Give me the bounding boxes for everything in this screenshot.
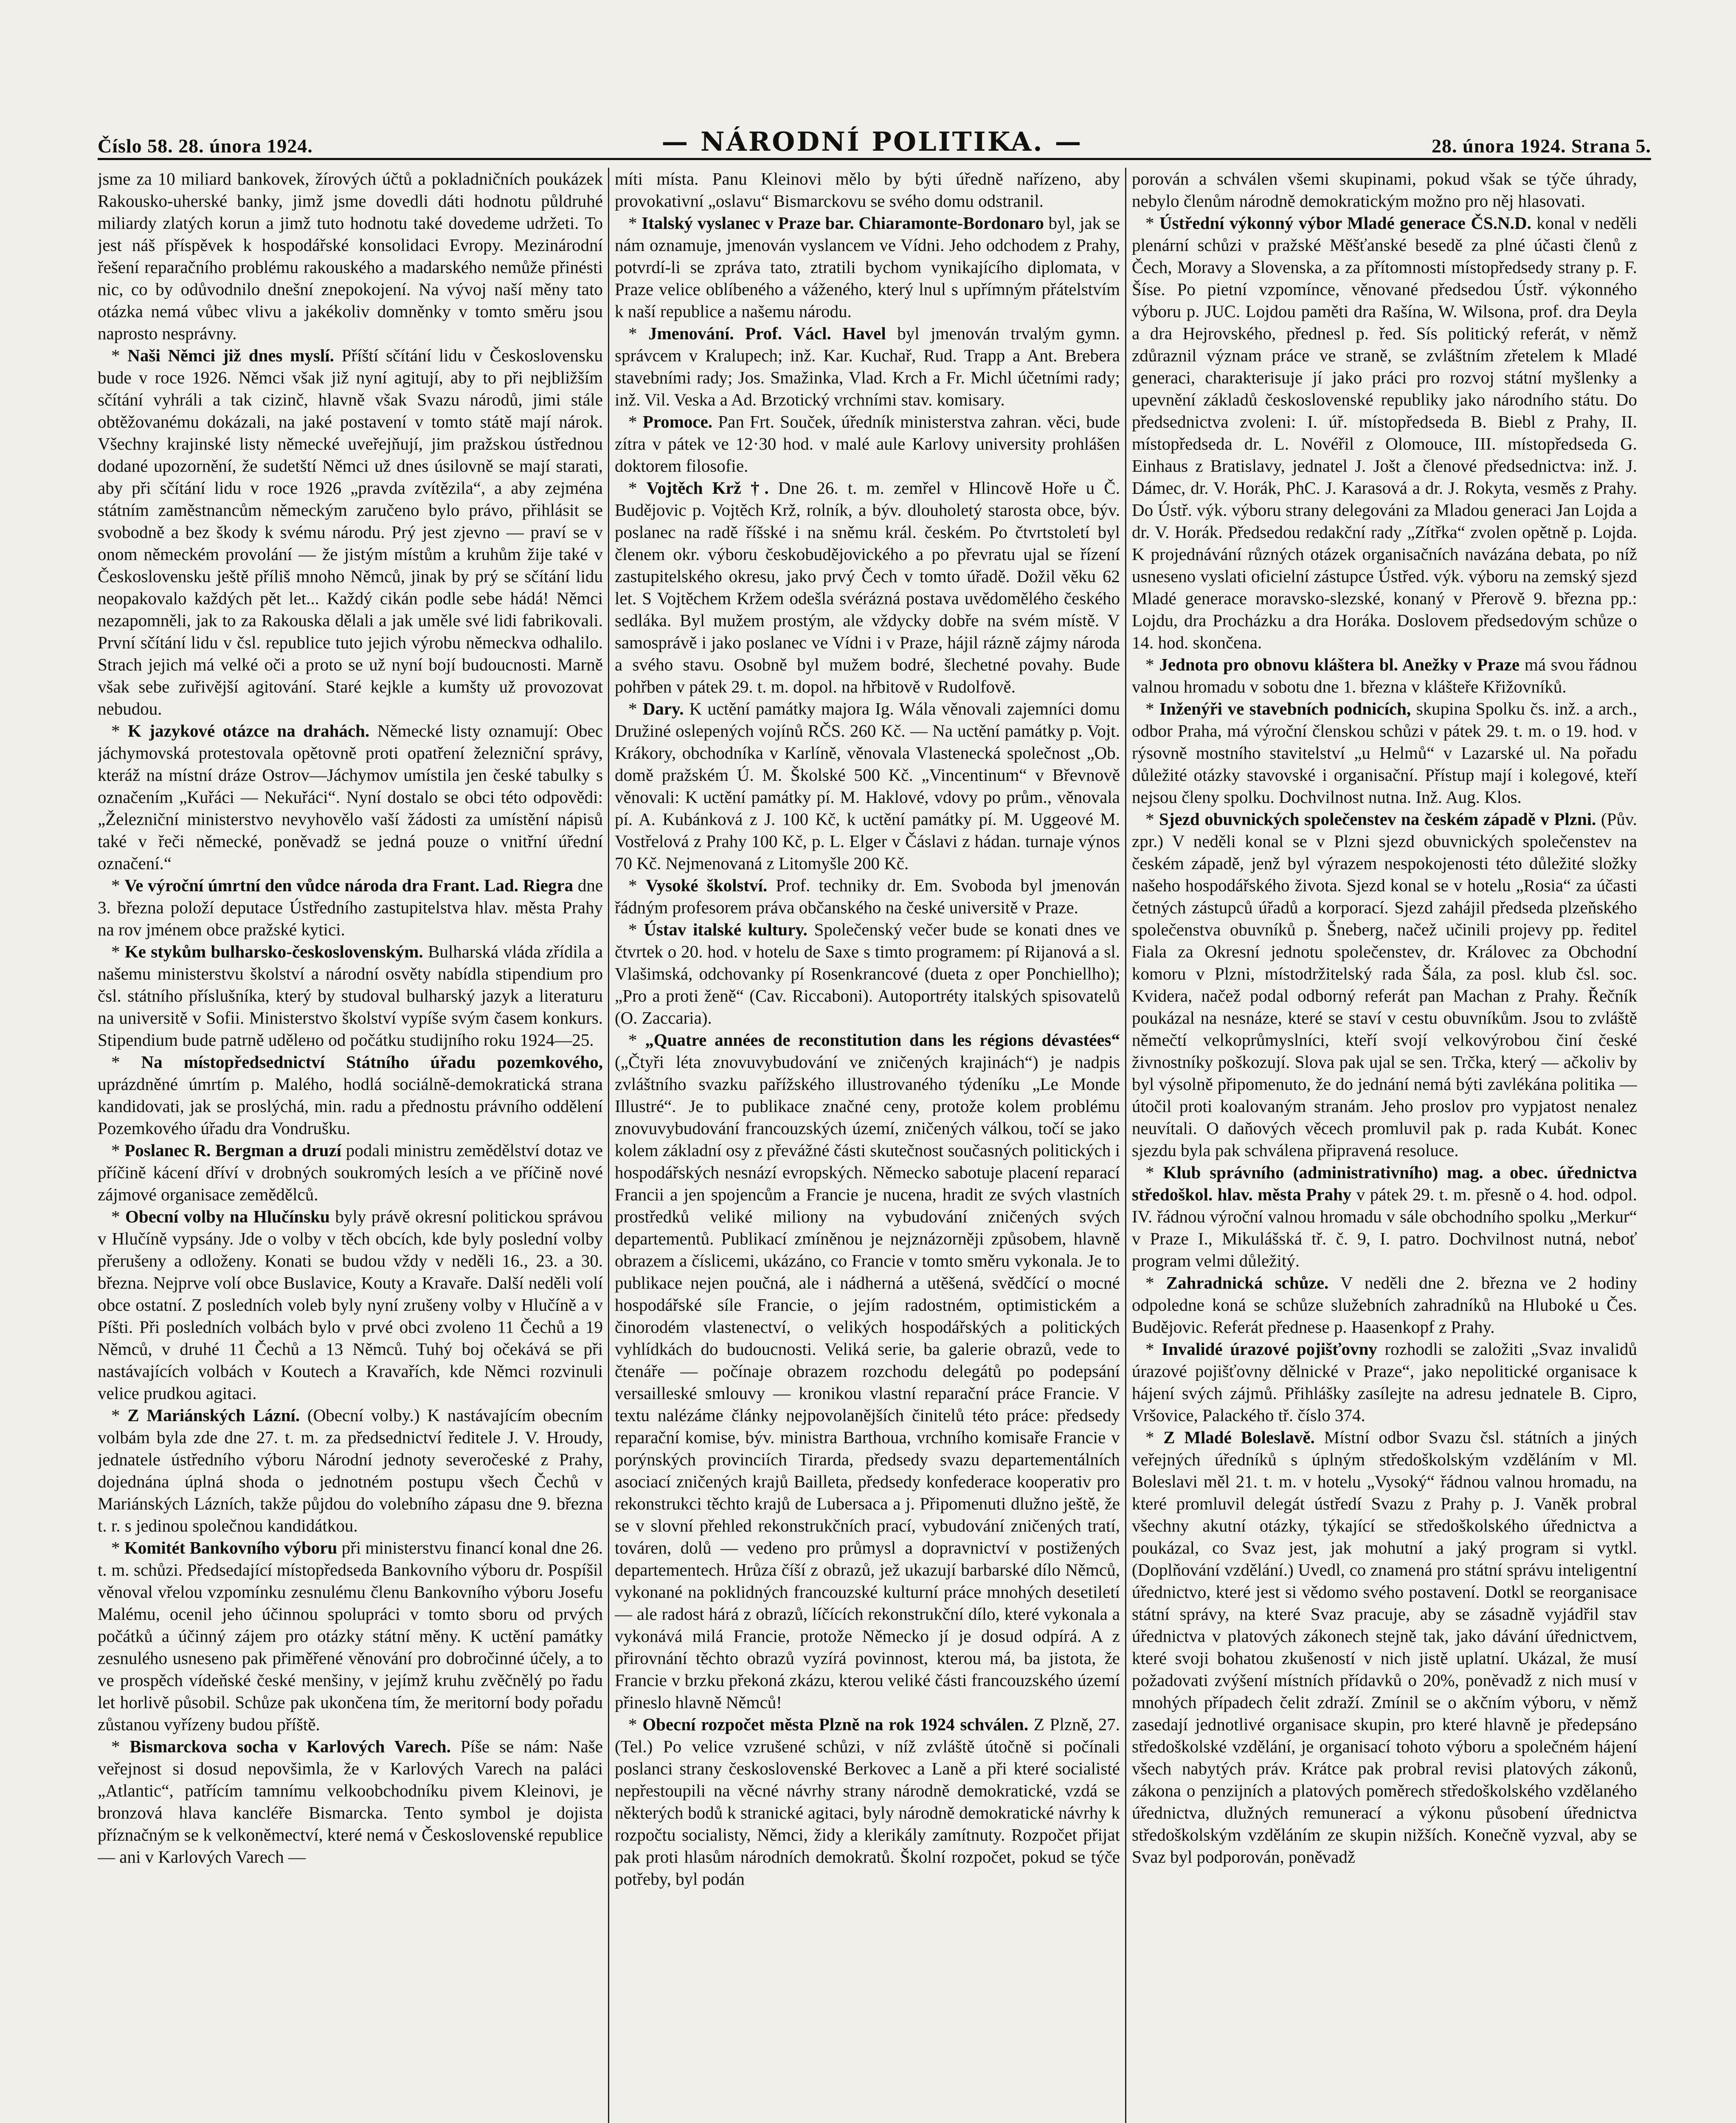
article-heading: Dary. — [642, 699, 684, 718]
article-paragraph: * Ke stykům bulharsko-československým. Bulharská vláda zřídila a našemu ministerstvu školství a národní osvěty nabídla stipendium pro čsl. státního příslušníka, který by studoval bulharský jazyk a literaturu na universitě v Sofii. Ministerstvo školství vypíše svým časem konkurs. Stipendium bude patrně udělено od počátku studijního roku 1924—25. — [98, 942, 603, 1050]
article-paragraph: * Sjezd obuvnických společenstev na českém západě v Plzni. (Pův. zpr.) V neděli konal se v Plzni sjezd obuvnických společenstev na českém západě, jenž byl výrazem nespokojenosti této důležité složky našeho hospodářského života. Sjezd konal se v hotelu „Rosia“ za účasti četných zástupců úřadů a korporací. Sjezd zahájil předseda plzeňského společenstva obuvníků p. Šneberg, načež učinili projevy pp. ředitel Fiala za Okresní jednotu společenstev, dr. Královec za Obchodní komoru v Plzni, místodržitelský rada Šála, za posl. klub čsl. soc. Kvidera, načež podal odborný referát pan Machan z Prahy. Řečník poukázal na nesnáze, které se staví v cestu obuvníkům. Jsou to zvláště němečtí velkoprůmyslníci, kteří svojí velkovýrobou činí české živnostníky poškozují. Slova pak ujal se sen. Trčka, který — ačkoliv by byl výsolně připomenuto, že do jednání nemá býti zavlékána politika — útočil proti koalovaným stranám. Jeho proslov pro vypjatost nenalez neuvítali. O daňových věcech promluvil pak p. rada Kubát. Konec sjezdu byla pak schválena připravená resoluce. — [1132, 809, 1637, 1160]
article-text: Pan Frt. Souček, úředník ministerstva zahran. věci, bude zítra v pátek ve 12·30 hod. v malé aule Karlovy university prohlášen doktorem filosofie. — [615, 412, 1120, 476]
article-text: Místní odbor Svazu čsl. státních a jiných veřejných úředníků s úplným středoškolským vzděláním v Ml. Boleslavi měl 21. t. m. v hotelu „Vysoký“ řádnou valnou hromadu, na které promluvil delegát ústředí Svazu z Prahy p. J. Vaněk probral všechny akutní otázky, týkající se středoškolského úřednictva a poukázal, co Svaz jest, jak mohutní a jaký program si vytkl. (Doplňování vzdělání.) Uvedl, co znamená pro státní správu inteligentní úřednictvo, které jest si vědomo svého postavení. Dotkl se reorganisace státní správy, na které Svaz pracuje, aby se zásadně vyjádřil stav úřednictva v platových zákonech stejně tak, jako dávání úřednictvem, které svoji bohatou zkušeností v nich jistě uplatní. Ukázal, že musí požadovati zvýšení místních přídavků o 20%, poněvadž z nich musí v mnohých případech čelit zdraží. Zmínil se o akčním výboru, v němž zasedají jednotlivé organisace skupin, pro které hlavně je předepsáno středoškolské vzdělání, je organisací tohoto výboru a společném hájení všech nabytých práv. Krátce pak probral revisi platových zákonů, zákona o penzijních a platových poměrech středoškolského vzdělaného úřednictva, dlužných remunerací a výkonu působení úřednictva středoškolským vzděláním ze skupin nižších. Konečně vyzval, aby se Svaz byl podporován, poněvadž — [1132, 1428, 1637, 1867]
date-page: 28. února 1924. Strana 5. — [1432, 135, 1651, 157]
article-paragraph: * Jednota pro obnovu kláštera bl. Anežky v Praze má svou řádnou valnou hromadu v sobotu dne 1. března v klášteře Křižovníků. — [1132, 655, 1637, 696]
article-paragraph: * Z Mariánských Lázní. (Obecní volby.) K nastávajícím obecním volbám byla zde dne 27. t. m. za předsednictví ředitele J. V. Hroudy, jednatele ústředního výboru Národní jednoty severočeské z Prahy, dojednána úplná shoda o jednotném postupu všech Čechů v Mariánských Lázních, takže půjdou do volebního zápasu dne 9. března t. r. s jedinou společnou kandidátkou. — [98, 1405, 603, 1535]
article-heading: Z Mariánských Lázní. — [127, 1405, 300, 1425]
article-heading: Na místopředsednictví Státního úřadu pozemkového, — [141, 1052, 603, 1072]
article-paragraph — [1132, 168, 1637, 212]
article-paragraph: * Komitét Bankovního výboru při ministerstvu financí konal dne 26. t. m. schůzi. Předsedající místopředseda Bankovního výboru dr. Pospíšil věnoval vřelou vzpomínku zesnulému členu Bankovního výboru Josefu Malému, ocenil jeho účinnou spolupráci v tomto sboru od prvých počátků a účinný zájem pro otázky státní měny. K uctění památky zesnulého usneseno pak přiměřené věnování pro dobročinné účely, a to ve prospěch vídeňské české menšiny, v jejímž kruhu zvěčnělý po řadu let horlivě působil. Schůze pak ukončena tím, že meritorní body pořadu zůstanou vyřízeny budou příště. — [98, 1538, 603, 1734]
article-paragraph: * Klub správního (administrativního) mag. a obec. úřednictva středoškol. hlav. města Prahy v pátek 29. t. m. přesně o 4. hod. odpol. IV. řádnou výroční valnou hromadu v sále obchodního spolku „Merkur“ v Praze I., Mikulášská tř. č. 9, I. patro. Dochvilnost nutná, neboť program velmi důležitý. — [1132, 1163, 1637, 1270]
article-heading: K jazykové otázce na drahách. — [127, 721, 370, 741]
article-heading: Jmenování. Prof. Václ. Havel — [648, 324, 886, 343]
article-paragraph: * Z Mladé Boleslavě. Místní odbor Svazu čsl. státních a jiných veřejných úředníků s úplným středoškolským vzděláním v Ml. Boleslavi měl 21. t. m. v hotelu „Vysoký“ řádnou valnou hromadu, na které promluvil delegát ústředí Svazu z Prahy p. J. Vaněk probral všechny akutní otázky, týkající se středoškolského úřednictva a poukázal, co Svaz jest, jak mohutní a jaký program si vytkl. (Doplňování vzdělání.) Uvedl, co znamená pro státní správu inteligentní úřednictvo, které jest si vědomo svého postavení. Dotkl se reorganisace státní správy, na které Svaz pracuje, aby se zásadně vyjádřil stav úřednictva v platových zákonech stejně tak, jako dávání úřednictvem, které svoji bohatou zkušeností v nich jistě uplatní. Ukázal, že musí požadovati zvýšení místních přídavků o 20%, poněvadž z nich musí v mnohých případech čelit zdraží. Zmínil se o akčním výboru, v němž zasedají jednotlivé organisace skupin, pro které hlavně je předepsáno středoškolské vzdělání, je organisací tohoto výboru a společném hájení všech nabytých práv. Krátce pak probral revisi platových zákonů, zákona o penzijních a platových poměrech středoškolského vzdělaného úřednictva, dlužných remunerací a výkonu působení úřednictva středoškolským vzděláním ze skupin nižších. Konečně vyzval, aby se Svaz byl podporován, poněvadž — [1132, 1428, 1637, 1867]
article-text: Prof. techniky dr. Em. Svoboda byl jmenován řádným profesorem práva občanského na české universitě v Praze. — [615, 876, 1120, 917]
article-heading: Naši Němci již dnes myslí. — [127, 346, 334, 365]
article-paragraph: * Ústav italské kultury. Společenský večer bude se konati dnes ve čtvrtek o 20. hod. v hotelu de Saxe s timto programem: pí Rijanová a sl. Vlašimská, odchovanky pí Rosenkrancové (dueta z oper Ponchiellho); „Pro a proti ženě“ (Cav. Riccaboni). Autoportréty italských spisovatelů (O. Zaccaria). — [615, 920, 1120, 1028]
article-text: (Obecní volby.) K nastávajícím obecním volbám byla zde dne 27. t. m. za předsednictví ředitele J. V. Hroudy, jednatele ústředního výboru Národní jednoty severočeské z Prahy, dojednána úplná shoda o jednotném postupu všech Čechů v Mariánských Lázních, takže půjdou do volebního zápasu dne 9. března t. r. s jedinou společnou kandidátkou. — [98, 1405, 603, 1535]
article-paragraph: * Vysoké školství. Prof. techniky dr. Em. Svoboda byl jmenován řádným profesorem práva občanského na české universitě v Praze. — [615, 876, 1120, 917]
article-paragraph: * Vojtěch Krž †. Dne 26. t. m. zemřel v Hlincově Hoře u Č. Budějovic p. Vojtěch Krž, rolník, a býv. dlouholetý starosta obce, býv. poslanec na radě říšské i na sněmu král. českém. Po čtvrtstoletí byl členem okr. výboru českobudějovického a po převratu ujal se řízení zastupitelského okresu, jako prvý Čech v tomto úřadě. Dožil věku 62 let. S Vojtěchem Kržem odešla svérázná postava uvědomělého českého sedláka. Byl mužem prostým, ale vždycky dobře na svém místě. V samosprávě i jako poslanec ve Vídni i v Praze, hájil rázně zájmy národa a svého stavu. Osobně byl mužem bodré, šlechetné povahy. Bude pohřben v pátek 29. t. m. dopol. na hřbitově v Rudolfově. — [615, 478, 1120, 696]
article-text: Dne 26. t. m. zemřel v Hlincově Hoře u Č. Budějovic p. Vojtěch Krž, rolník, a býv. dlouholetý starosta obce, býv. poslanec na radě říšské i na sněmu král. českém. Po čtvrtstoletí byl členem okr. výboru českobudějovického a po převratu ujal se řízení zastupitelského okresu, jako prvý Čech v tomto úřadě. Dožil věku 62 let. S Vojtěchem Kržem odešla svérázná postava uvědomělého českého sedláka. Byl mužem prostým, ale vždycky dobře na svém místě. V samosprávě i jako poslanec ve Vídni i v Praze, hájil rázně zájmy národa a svého stavu. Osobně byl mužem bodré, šlechetné povahy. Bude pohřben v pátek 29. t. m. dopol. na hřbitově v Rudolfově. — [615, 478, 1120, 696]
masthead — [98, 123, 1651, 157]
article-paragraph: * Inženýři ve stavebních podnicích, skupina Spolku čs. inž. a arch., odbor Praha, má výroční členskou schůzi v pátek 29. t. m. o 19. hod. v rýsovně mostního stavitelství „u Helmů“ v Lazarské ul. Na pořadu důležité otázky stavovské i organisační. Přístup mají i kolegové, kteří nejsou členy spolku. Dochvilnost nutna. Inž. Aug. Klos. — [1132, 699, 1637, 807]
article-paragraph: * Ústřední výkonný výbor Mladé generace ČS.N.D. konal v neděli plenární schůzi v pražské Měšťanské besedě za plné účasti členů z Čech, Moravy a Slovenska, a za přítomnosti místopředsedy strany p. F. Šíse. Po pietní vzpomínce, věnované předsedou Ústř. výkonného výboru p. JUC. Lojdou paměti dra Rašína, W. Wilsona, prof. dra Deyla a dra Hejrovského, přednesl p. řed. Sís politický referát, v němž zdůraznil význam práce ve straně, se zvláštním zřetelem k Mladé generaci, charakterisuje jí jako práci pro rozvoj státní myšlenky a upevnění základů československé republiky jako národního státu. Do předsednictva zvoleni: I. úř. místopředseda B. Biebl z Prahy, II. místopředseda dr. L. Novéřil z Olomouce, III. místopředseda G. Einhaus z Bratislavy, jednatel J. Jošt a členové předsednictva: inž. J. Dámec, dr. V. Horák, PhC. J. Karasová a dr. J. Rokyta, vesměs z Prahy. Do Ústř. výk. výboru strany delegováni za Mladou generaci Jan Lojda a dr. V. Horák. Předsedou redakční rady „Zítřka“ zvolen opětně p. Lojda. K projednávání různých otázek organisačních navázána debata, po níž usneseno vyslati oficielní zástupce Ústřed. výk. výboru na zemský sjezd Mladé generace moravsko-slezské, konaný v Přerově 9. března pp.: Lojdu, dra Procházku a dra Horáka. Doslovem předsedovým schůze o 14. hod. skončena. — [1132, 213, 1637, 652]
article-paragraph: * Italský vyslanec v Praze bar. Chiaramonte-Bordonaro byl, jak se nám oznamuje, jmenován vyslancem ve Vídni. Jeho odchodem z Prahy, potvrdí-li se zpráva tato, ztratili bychom vynikajícího diplomata, v Praze velice oblíbeného a váženého, který lnul s upřímným přátelstvím k naší republice a našemu národu. — [615, 213, 1120, 321]
article-heading: Vojtěch Krž †. — [646, 478, 769, 498]
article-heading: Poslanec R. Bergman a druzí — [124, 1140, 342, 1160]
article-text: v pátek 29. t. m. přesně o 4. hod. odpol. IV. řádnou výroční valnou hromadu v sále obchodního spolku „Merkur“ v Praze I., Mikulášská tř. č. 9, I. patro. Dochvilnost nutná, neboť program velmi důležitý. — [1132, 1185, 1637, 1270]
article-heading: Obecní rozpočet města Plzně na rok 1924 schválen. — [642, 1715, 1029, 1734]
article-heading: Z Mladé Boleslavě. — [1163, 1428, 1315, 1447]
article-heading: Promoce. — [642, 412, 713, 431]
article-heading: Ústav italské kultury. — [644, 920, 808, 939]
article-text: Píše se nám: Naše veřejnost si dosud nepovšimla, že v Karlových Varech na paláci „Atlantic“, patřícím tamnímu velkoobchodníku pivem Kleinovi, je bronzová hlava kancléře Bismarcka. Tento symbol je dojista příznačným se k velkoněmectví, které nemá v Československé republice — ani v Karlových Varech — — [98, 1737, 603, 1867]
article-text: Příští sčítání lidu v Československu bude v roce 1926. Němci však již nyní agitují, aby to při nejbližším sčítání vyhráli a tak cizinč, hlavně však Svazu národů, jimi stále obtěžovanému dokázali, na jaké postavení v tomto státě mají nárok. Všechny krajinské listy německé uveřejňují, jim pražskou ústřednou dodané upozornění, že sudetští Němci už dnes úsilovně se mají starati, aby při sčítání lidu v roce 1926 „pravda zvítězila“, a aby zejména státním zaměstnancům německým zaručeno bylo právo, přihlásit se svobodně a bez škody k svému národu. Prý jest zjevno — praví se v onom německém provolání — že jistým místům a kruhům žije také v Československu ještě příliš mnoho Němců, jinak by prý se sčítání lidu neopakovalo každých pět let... Každý cikán podle sebe hádá! Němci nezapomněli, jak to za Rakouska dělali a jak uměle své lidi fabrikovali. První sčítání lidu v čsl. republice tuto jejich výrobu německva odhalilo. Strach jejich má velké oči a proto se už nyní bojí budoucnosti. Marně však sebe zuřivější agitování. Staré kejkle a kumšty už provozovat nebudou. — [98, 346, 603, 718]
article-heading: Sjezd obuvnických společenstev na českém západě v Plzni. — [1159, 809, 1596, 829]
article-paragraph: * „Quatre années de reconstitution dans les régions dévastées“ („Čtyři léta znovuvybudování ve zničených krajinách“) je nadpis zvláštního svazku pařížského illustrovaného týdeníku „Le Monde Illustré“. Je to publikace značné ceny, protože kolem problému znovuvybudování francouzských území, zničených válkou, točí se jako kolem základní osy z převážné části skutečnost současných politických i hospodářských nesnází evropských. Německo sabotuje placení reparací Francii a jen spojencům a Francie je nucena, hradit ze svých vlastních prostředků veliké miliony na vybudování zničených svých departementů. Publikací zmíněnou je nejznázorněji způsobem, hlavně obrazem a číslicemi, ukázáno, co Francie v tomto směru vykonala. Je to publikace nejen poučná, ale i nádherná a utěšená, svědčící o mocné hospodářské síle Francie, o jejím radostném, optimistickém a činorodém vlastenectví, o velikých hospodářských a politických vyhlídkách do budoucnosti. Veliká serie, ba galerie obrazů, vede to čtenáře — počínaje obrazem rozchodu delegátů po podepsání versailleské smlouvy — kronikou vlastní reparační práce Francie. V textu nalézáme články nejpovolanějších činitelů této práce: předsedy reparační komise, býv. ministra Barthoua, vrchního komisaře Francie v porýnských provinciích Tirarda, předsedy svazu departementálních asociací zničených krajů Bailleta, předsedy konfederace kooperativ pro rekonstrukci těchto krajů de Lubersaca a j. Připomenuti dlužno ještě, že se v slovní přehled rekonstrukčních prací, vybudování zničených tratí, továren, dolů — vedeno pro průmysl a dopravnictví v postižených departementech. Hrůza číší z obrazů, jež ukazují barbarské dílo Němců, vykonané na poklidných francouzské kulturní práce mnohých desetiletí — ale radost hárá z obrazů, líčících rekonstrukční dílo, které vykonala a vykonává milá Francie, protože Německo jí je dosud odpírá. A z přirovnání těchto obrazů vyzírá povinnost, kterou má, ba jistota, že Francie v brzku překoná zkázu, kterou veliké části francouzského území přineslo hlavně Němců! — [615, 1030, 1120, 1712]
article-text: („Čtyři léta znovuvybudování ve zničených krajinách“) je nadpis zvláštního svazku pařížského illustrovaného týdeníku „Le Monde Illustré“. Je to publikace značné ceny, protože kolem problému znovuvybudování francouzských území, zničených válkou, točí se jako kolem základní osy z převážné části skutečnost současných politických i hospodářských nesnází evropských. Německo sabotuje placení reparací Francii a jen spojencům a Francie je nucena, hradit ze svých vlastních prostředků veliké miliony na vybudování zničených svých departementů. Publikací zmíněnou je nejznázorněji způsobem, hlavně obrazem a číslicemi, ukázáno, co Francie v tomto směru vykonala. Je to publikace nejen poučná, ale i nádherná a utěšená, svědčící o mocné hospodářské síle Francie, o jejím radostném, optimistickém a činorodém vlastenectví, o velikých hospodářských a politických vyhlídkách do budoucnosti. Veliká serie, ba galerie obrazů, vede to čtenáře — počínaje obrazem rozchodu delegátů po podepsání versailleské smlouvy — kronikou vlastní reparační práce Francie. V textu nalézáme články nejpovolanějších činitelů této práce: předsedy reparační komise, býv. ministra Barthoua, vrchního komisaře Francie v porýnských provinciích Tirarda, předsedy svazu departementálních asociací zničených krajů Bailleta, předsedy konfederace kooperativ pro rekonstrukci těchto krajů de Lubersaca a j. Připomenuti dlužno ještě, že se v slovní přehled rekonstrukčních prací, vybudování zničených tratí, továren, dolů — vedeno pro průmysl a dopravnictví v postižených departementech. Hrůza číší z obrazů, jež ukazují barbarské dílo Němců, vykonané na poklidných francouzské kulturní práce mnohých desetiletí — ale radost hárá z obrazů, líčících rekonstrukční dílo, které vykonala a vykonává milá Francie, protože Německo jí je dosud odpírá. A z přirovnání těchto obrazů vyzírá povinnost, kterou má, ba jistota, že Francie v brzku překoná zkázu, kterou veliké části francouzského území přineslo hlavně Němců! — [615, 1052, 1120, 1712]
article-text: Z Plzně, 27. (Tel.) Po velice vzrušené schůzi, v níž zvláště útočně si počínali poslanci strany československé Berkovec a Laně a při které socialisté nepřestoupili na věcné návrhy strany národně demokratické, vzdá se některých bodů k stranické agitaci, byly národně demokratické návrhy k rozpočtu socialisty, Němci, židy a klerikály zamítnuty. Rozpočet přijat pak proti hlasům národních demokratů. Školní rozpočet, pokud se týče potřeby, byl podán — [615, 1715, 1120, 1889]
article-text: K uctění památky majora Ig. Wála věnovali zajemníci domu Družiné oslepených vojínů RČS. 260 Kč. — Na uctění památky p. Vojt. Krákory, obchodníka v Karlíně, věnovala Vlastenecká společnost „Ob. domě pražském Ú. M. Školské 500 Kč. „Vincentinum“ v Břevnově věnovali: K uctění památky pí. M. Haklové, vdovy po prům., věnovala pí. A. Kubánková z J. 100 Kč, k uctění památky pí. M. Uggeové M. Vostřelová z Prahy 100 Kč, p. L. Elger v Čáslavi z hádan. turnaje výnos 70 Kč. Nejmenovaná z Litomyšle 200 Kč. — [615, 699, 1120, 873]
article-heading: Inženýři ve stavebních podnicích, — [1159, 699, 1411, 718]
article-paragraph — [615, 168, 1120, 212]
column-3 — [1132, 168, 1637, 2123]
article-text: Bulharská vláda zřídila a našemu ministerstvu školství a národní osvěty nabídla stipendium pro čsl. státního příslušníka, který by studoval bulharský jazyk a literaturu na universitě v Sofii. Ministerstvo školství vypíše svým časem konkurs. Stipendium bude patrně udělено od počátku studijního roku 1924—25. — [98, 942, 603, 1050]
header-rule — [98, 158, 1651, 160]
article-paragraph: * Dary. K uctění památky majora Ig. Wála věnovali zajemníci domu Družiné oslepených vojínů RČS. 260 Kč. — Na uctění památky p. Vojt. Krákory, obchodníka v Karlíně, věnovala Vlastenecká společnost „Ob. domě pražském Ú. M. Školské 500 Kč. „Vincentinum“ v Břevnově věnovali: K uctění památky pí. M. Haklové, vdovy po prům., věnovala pí. A. Kubánková z J. 100 Kč, k uctění památky pí. M. Uggeové M. Vostřelová z Prahy 100 Kč, p. L. Elger v Čáslavi z hádan. turnaje výnos 70 Kč. Nejmenovaná z Litomyšle 200 Kč. — [615, 699, 1120, 873]
column-2 — [615, 168, 1120, 2123]
article-paragraph: * Ve výroční úmrtní den vůdce národa dra Frant. Lad. Riegra dne 3. března položí deputace Ústředního zastupitelstva hlav. města Prahy na rov jménem obce pražské kytici. — [98, 876, 603, 939]
article-heading: Ke stykům bulharsko-československým. — [124, 942, 423, 961]
article-heading: Klub správního (administrativního) mag. a obec. úřednictva středoškol. hlav. města Prahy — [1132, 1163, 1637, 1204]
article-text: míti místa. Panu Kleinovi mělo by býti úředně nařízeno, aby provokativní „oslavu“ Bismarckovu se svého domu odstranil. — [615, 169, 1120, 211]
article-paragraph: * Na místopředsednictví Státního úřadu pozemkového, uprázdněné úmrtím p. Malého, hodlá sociálně-demokratická strana kandidovati, jak se proslýchá, min. radu a přednostu právního oddělení Pozemkového úřadu dra Vondrušku. — [98, 1052, 603, 1138]
article-text: dne 3. března položí deputace Ústředního zastupitelstva hlav. města Prahy na rov jménem obce pražské kytici. — [98, 876, 603, 939]
article-text: rozhodli se založiti „Svaz invalidů úrazové pojišťovny dělnické v Praze“, jako nepolitické organisace k hájení svých zájmů. Přihlášky zasílejte na adresu jednatele B. Cipro, Vršovice, Palackého tř. číslo 374. — [1132, 1339, 1637, 1425]
article-paragraph: * Naši Němci již dnes myslí. Příští sčítání lidu v Československu bude v roce 1926. Němci však již nyní agitují, aby to při nejbližším sčítání vyhráli a tak cizinč, hlavně však Svazu národů, jimi stále obtěžovanému dokázali, na jaké postavení v tomto státě mají nárok. Všechny krajinské listy německé uveřejňují, jim pražskou ústřednou dodané upozornění, že sudetští Němci už dnes úsilovně se mají starati, aby při sčítání lidu v roce 1926 „pravda zvítězila“, a aby zejména státním zaměstnancům německým zaručeno bylo právo, přihlásit se svobodně a bez škody k svému národu. Prý jest zjevno — praví se v onom německém provolání — že jistým místům a kruhům žije také v Československu ještě příliš mnoho Němců, jinak by prý se sčítání lidu neopakovalo každých pět let... Každý cikán podle sebe hádá! Němci nezapomněli, jak to za Rakouska dělali a jak uměle své lidi fabrikovali. První sčítání lidu v čsl. republice tuto jejich výrobu německva odhalilo. Strach jejich má velké oči a proto se už nyní bojí budoucnosti. Marně však sebe zuřivější agitování. Staré kejkle a kumšty už provozovat nebudou. — [98, 346, 603, 718]
article-text: při ministerstvu financí konal dne 26. t. m. schůzi. Předsedající místopředseda Bankovního výboru dr. Pospíšil věnoval vřelou vzpomínku zesnulému členu Bankovního výboru Josefu Malému, ocenil jeho účinnou spolupráci v tomto sboru od prvých počátků a účinný zájem pro otázky státní měny. K uctění památky zesnulého usneseno pak přiměřené věnování pro dobročinné účely, a to ve prospěch vídeňské české menšiny, v jejímž kruhu zvěčnělý po řadu let horlivě působil. Schůze pak ukončena tím, že meritorní body pořadu zůstanou vyřízeny budou příště. — [98, 1538, 603, 1734]
article-heading: Ústřední výkonný výbor Mladé generace ČS.N.D. — [1159, 213, 1531, 233]
issue-number: Číslo 58. 28. února 1924. — [98, 135, 313, 157]
article-heading: Jednota pro obnovu kláštera bl. Anežky v Praze — [1159, 655, 1520, 674]
article-heading: Vysoké školství. — [645, 876, 768, 895]
article-heading: Ve výroční úmrtní den vůdce národa dra Frant. Lad. Riegra — [124, 876, 574, 895]
article-text: porován a schválen všemi skupinami, pokud však se týče úhrady, nebylo členům národně demokratickým možno pro něj hlasovati. — [1132, 169, 1637, 211]
article-paragraph: * Jmenování. Prof. Václ. Havel byl jmenován trvalým gymn. správcem v Kralupech; inž. Kar. Kuchař, Rud. Trapp a Ant. Brebera stavebními rady; Jos. Smažinka, Vlad. Krch a Fr. Michl účetními rady; inž. Vil. Veska a Ad. Brzotický vrchními stav. komisary. — [615, 324, 1120, 409]
article-text: Německé listy oznamují: Obec jáchymovská protestovala opětovně proti opatření železniční správy, kteráž na místní dráze Ostrov—Jáchymov umístila jen české tabulky s označením „Kuřáci — Nekuřáci“. Nyní dostalo se obci této odpovědi: „Železniční ministerstvo nevyhovělo vaší žádosti za umístění nápisů také v řeči německé, poněvadž se jedná pouze o vnitřní úřední označení.“ — [98, 721, 603, 873]
article-text: uprázdněné úmrtím p. Malého, hodlá sociálně-demokratická strana kandidovati, jak se proslýchá, min. radu a přednostu právního oddělení Pozemkového úřadu dra Vondrušku. — [98, 1074, 603, 1138]
column-divider — [608, 168, 609, 2123]
article-text: konal v neděli plenární schůzi v pražské Měšťanské besedě za plné účasti členů z Čech, Moravy a Slovenska, a za přítomnosti místopředsedy strany p. F. Šíse. Po pietní vzpomínce, věnované předsedou Ústř. výkonného výboru p. JUC. Lojdou paměti dra Rašína, W. Wilsona, prof. dra Deyla a dra Hejrovského, přednesl p. řed. Sís politický referát, v němž zdůraznil význam práce ve straně, se zvláštním zřetelem k Mladé generaci, charakterisuje jí jako práci pro rozvoj státní myšlenky a upevnění základů československé republiky jako národního státu. Do předsednictva zvoleni: I. úř. místopředseda B. Biebl z Prahy, II. místopředseda dr. L. Novéřil z Olomouce, III. místopředseda G. Einhaus z Bratislavy, jednatel J. Jošt a členové předsednictva: inž. J. Dámec, dr. V. Horák, PhC. J. Karasová a dr. J. Rokyta, vesměs z Prahy. Do Ústř. výk. výboru strany delegováni za Mladou generaci Jan Lojda a dr. V. Horák. Předsedou redakční rady „Zítřka“ zvolen opětně p. Lojda. K projednávání různých otázek organisačních navázána debata, po níž usneseno vyslati oficielní zástupce Ústřed. výk. výboru na zemský sjezd Mladé generace moravsko-slezské, konaný v Přerově 9. března pp.: Lojdu, dra Procházku a dra Horáka. Doslovem předsedovým schůze o 14. hod. skončena. — [1132, 213, 1637, 652]
article-paragraph: * Poslanec R. Bergman a druzí podali ministru zemědělství dotaz ve příčině kácení dříví v drobných soukromých lesích a ve příčině nové zájmové organisace zemědělců. — [98, 1140, 603, 1204]
article-paragraph: * Obecní rozpočet města Plzně na rok 1924 schválen. Z Plzně, 27. (Tel.) Po velice vzrušené schůzi, v níž zvláště útočně si počínali poslanci strany československé Berkovec a Laně a při které socialisté nepřestoupili na věcné návrhy strany národně demokratické, vzdá se některých bodů k stranické agitaci, byly národně demokratické návrhy k rozpočtu socialisty, Němci, židy a klerikály zamítnuty. Rozpočet přijat pak proti hlasům národních demokratů. Školní rozpočet, pokud se týče potřeby, byl podán — [615, 1715, 1120, 1889]
article-heading: Bismarckova socha v Karlových Varech. — [129, 1737, 451, 1756]
article-heading: Obecní volby na Hlučínsku — [125, 1207, 330, 1226]
newspaper-title: — NÁRODNÍ POLITIKA. — — [661, 126, 1083, 157]
article-heading: „Quatre années de reconstitution dans les régions dévastées“ — [645, 1030, 1120, 1050]
article-text: jsme za 10 miliard bankovek, žírových účtů a pokladničních poukázek Rakousko-uherské banky, jimž jsme dovedli dáti hodnotu půldruhé miliardy zlatých korun a jimž tuto hodnotu také dovedeme udržeti. To jest náš příspěvek k hospodářské konsolidaci Evropy. Mezinárodní řešení reparačního problému rakouského a madarského nemůže přinésti nic, co by odůvodnilo dnešní znepokojení. Na vývoj naší měny tato otázka nemá vůbec vlivu a jakékoliv domněnky v tomto směru jsou naprosto nesprávny. — [98, 169, 603, 343]
article-paragraph — [98, 168, 603, 344]
article-text: má svou řádnou valnou hromadu v sobotu dne 1. března v klášteře Křižovníků. — [1132, 655, 1637, 696]
column-divider — [1125, 168, 1126, 2123]
article-paragraph: * Promoce. Pan Frt. Souček, úředník ministerstva zahran. věci, bude zítra v pátek ve 12·30 hod. v malé aule Karlovy university prohlášen doktorem filosofie. — [615, 412, 1120, 476]
article-text: byl, jak se nám oznamuje, jmenován vyslancem ve Vídni. Jeho odchodem z Prahy, potvrdí-li se zpráva tato, ztratili bychom vynikajícího diplomata, v Praze velice oblíbeného a váženého, který lnul s upřímným přátelstvím k naší republice a našemu národu. — [615, 213, 1120, 321]
article-paragraph: * K jazykové otázce na drahách. Německé listy oznamují: Obec jáchymovská protestovala opětovně proti opatření železniční správy, kteráž na místní dráze Ostrov—Jáchymov umístila jen české tabulky s označením „Kuřáci — Nekuřáci“. Nyní dostalo se obci této odpovědi: „Železniční ministerstvo nevyhovělo vaší žádosti za umístění nápisů také v řeči německé, poněvadž se jedná pouze o vnitřní úřední označení.“ — [98, 721, 603, 873]
article-heading: Zahradnická schůze. — [1166, 1273, 1329, 1292]
column-1 — [98, 168, 603, 2123]
article-heading: Italský vyslanec v Praze bar. Chiaramonte-Bordonaro — [642, 213, 1044, 233]
article-paragraph: * Invalidé úrazové pojišťovny rozhodli se založiti „Svaz invalidů úrazové pojišťovny dělnické v Praze“, jako nepolitické organisace k hájení svých zájmů. Přihlášky zasílejte na adresu jednatele B. Cipro, Vršovice, Palackého tř. číslo 374. — [1132, 1339, 1637, 1425]
article-text: V neděli dne 2. března ve 2 hodiny odpoledne koná se schůze služebních zahradníků na Hluboké u Čes. Budějovic. Referát přednese p. Haasenkopf z Prahy. — [1132, 1273, 1637, 1337]
article-paragraph: * Bismarckova socha v Karlových Varech. Píše se nám: Naše veřejnost si dosud nepovšimla, že v Karlových Varech na paláci „Atlantic“, patřícím tamnímu velkoobchodníku pivem Kleinovi, je bronzová hlava kancléře Bismarcka. Tento symbol je dojista příznačným se k velkoněmectví, které nemá v Československé republice — ani v Karlových Varech — — [98, 1737, 603, 1867]
article-text: skupina Spolku čs. inž. a arch., odbor Praha, má výroční členskou schůzi v pátek 29. t. m. o 19. hod. v rýsovně mostního stavitelství „u Helmů“ v Lazarské ul. Na pořadu důležité otázky stavovské i organisační. Přístup mají i kolegové, kteří nejsou členy spolku. Dochvilnost nutna. Inž. Aug. Klos. — [1132, 699, 1637, 807]
article-paragraph: * Zahradnická schůze. V neděli dne 2. března ve 2 hodiny odpoledne koná se schůze služebních zahradníků na Hluboké u Čes. Budějovic. Referát přednese p. Haasenkopf z Prahy. — [1132, 1273, 1637, 1337]
article-text: (Pův. zpr.) V neděli konal se v Plzni sjezd obuvnických společenstev na českém západě, jenž byl výrazem nespokojenosti této důležité složky našeho hospodářského života. Sjezd konal se v hotelu „Rosia“ za účasti četných zástupců úřadů a korporací. Sjezd zahájil předseda plzeňského společenstva obuvníků p. Šneberg, načež učinili projevy pp. ředitel Fiala za Okresní jednotu společenstev, dr. Královec za Obchodní komoru v Plzni, místodržitelský rada Šála, za posl. klub čsl. soc. Kvidera, načež podal odborný referát pan Machan z Prahy. Řečník poukázal na nesnáze, které se staví v cestu obuvníkům. Jsou to zvláště němečtí velkoprůmyslníci, kteří svojí velkovýrobou činí české živnostníky poškozují. Slova pak ujal se sen. Trčka, který — ačkoliv by byl výsolně připomenuto, že do jednání nemá býti zavlékána politika — útočil proti koalovaným stranám. Jeho proslov pro vypjatost nenalez neuvítali. O daňových věcech promluvil pak p. rada Kubát. Konec sjezdu byla pak schválena připravená resoluce. — [1132, 809, 1637, 1160]
article-text: podali ministru zemědělství dotaz ve příčině kácení dříví v drobných soukromých lesích a ve příčině nové zájmové organisace zemědělců. — [98, 1140, 603, 1204]
article-text: byly právě okresní politickou správou v Hlučíně vypsány. Jde o volby v těch obcích, kde byly poslední volby přerušeny a odloženy. Konati se budou vždy v neděli 16., 23. a 30. března. Nejprve volí obce Buslavice, Kouty a Kravaře. Další neděli volí obce ostatní. Z posledních voleb byly nyní zrušeny volby v Hlučíně a v Píšti. Při posledních volbách bylo v prvé obci zvoleno 11 Čechů a 19 Němců, v druhé 11 Čechů a 13 Němců. Tuhý boj očekává se při nastávajících volbách v Koutech a Kravařích, kde Němci rozvinuli velice prudkou agitaci. — [98, 1207, 603, 1403]
article-heading: Komitét Bankovního výboru — [124, 1538, 338, 1557]
article-text: byl jmenován trvalým gymn. správcem v Kralupech; inž. Kar. Kuchař, Rud. Trapp a Ant. Brebera stavebními rady; Jos. Smažinka, Vlad. Krch a Fr. Michl účetními rady; inž. Vil. Veska a Ad. Brzotický vrchními stav. komisary. — [615, 324, 1120, 409]
article-paragraph: * Obecní volby na Hlučínsku byly právě okresní politickou správou v Hlučíně vypsány. Jde o volby v těch obcích, kde byly poslední volby přerušeny a odloženy. Konati se budou vždy v neděli 16., 23. a 30. března. Nejprve volí obce Buslavice, Kouty a Kravaře. Další neděli volí obce ostatní. Z posledních voleb byly nyní zrušeny volby v Hlučíně a v Píšti. Při posledních volbách bylo v prvé obci zvoleno 11 Čechů a 19 Němců, v druhé 11 Čechů a 13 Němců. Tuhý boj očekává se při nastávajících volbách v Koutech a Kravařích, kde Němci rozvinuli velice prudkou agitaci. — [98, 1207, 603, 1403]
article-heading: Invalidé úrazové pojišťovny — [1162, 1339, 1377, 1359]
article-text: Společenský večer bude se konati dnes ve čtvrtek o 20. hod. v hotelu de Saxe s timto programem: pí Rijanová a sl. Vlašimská, odchovanky pí Rosenkrancové (dueta z oper Ponchiellho); „Pro a proti ženě“ (Cav. Riccaboni). Autoportréty italských spisovatelů (O. Zaccaria). — [615, 920, 1120, 1028]
